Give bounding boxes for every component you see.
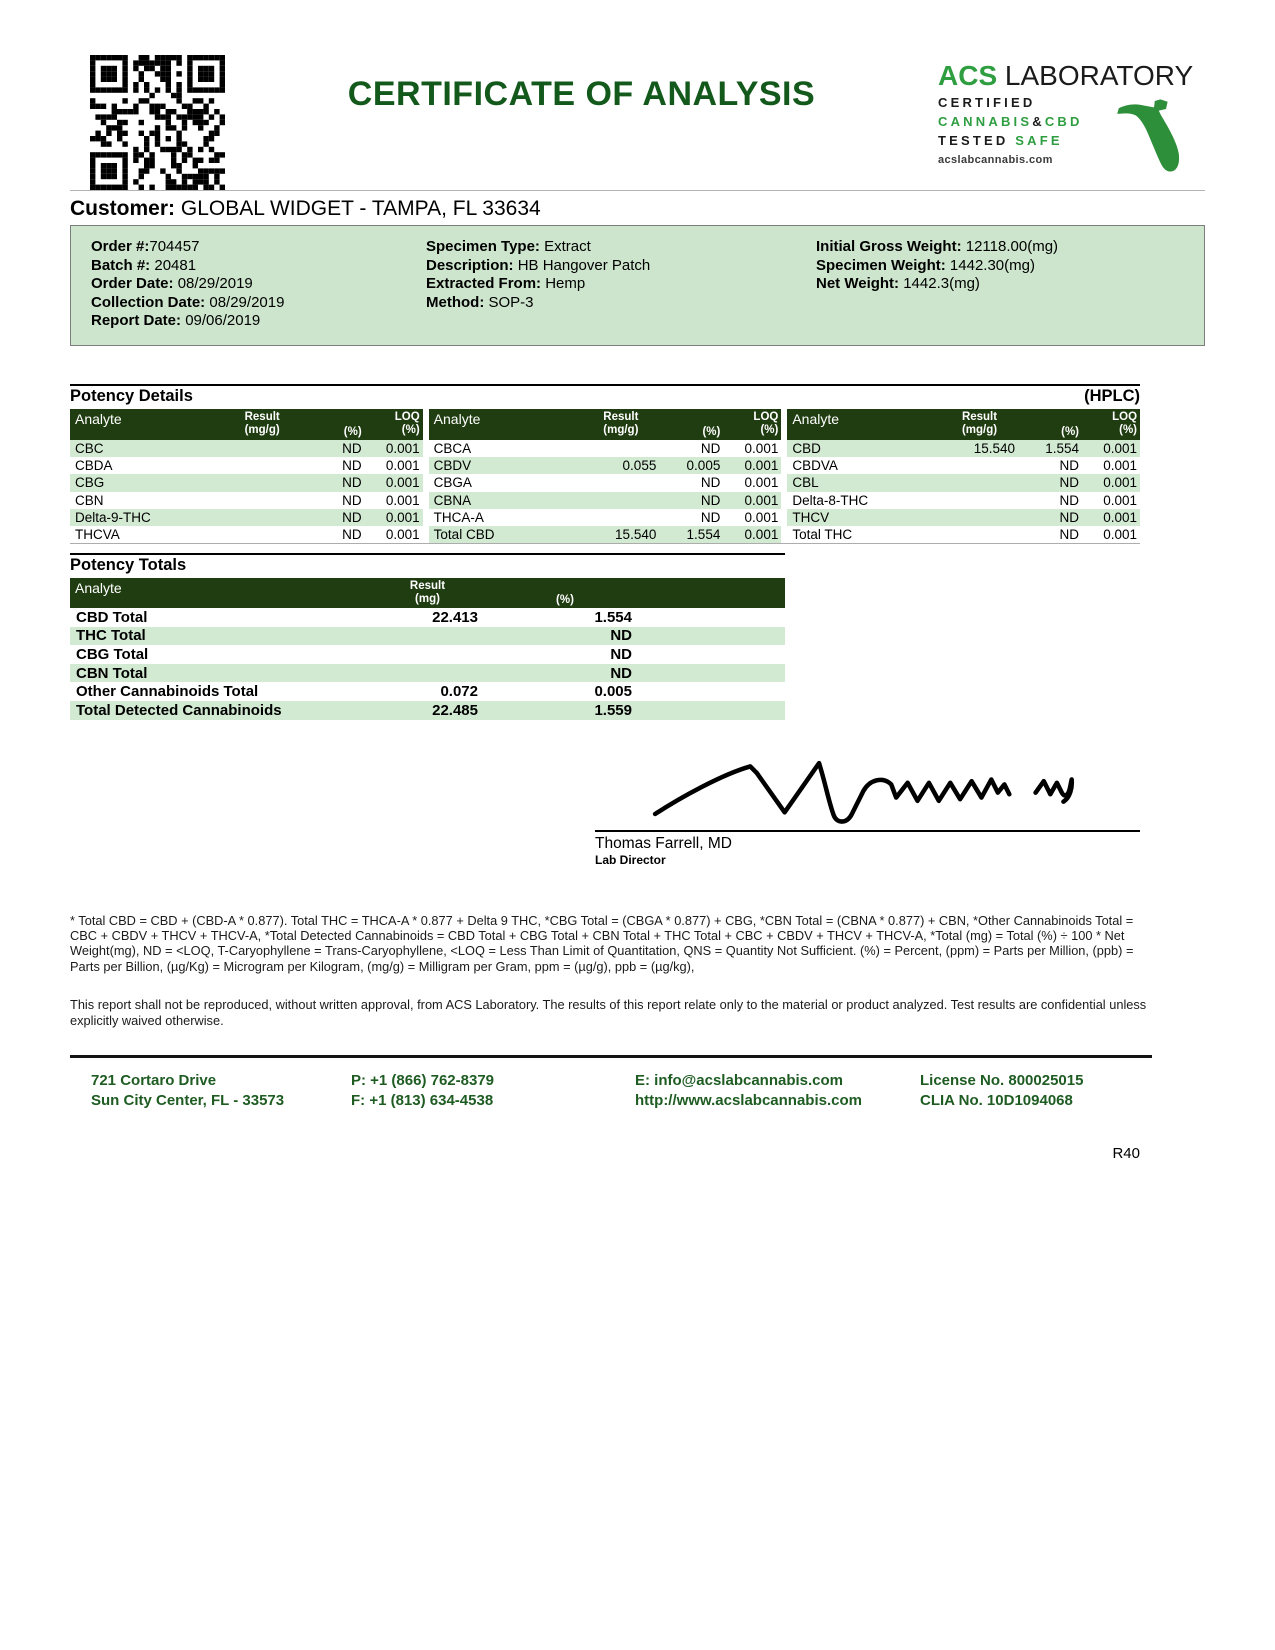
cell-pct: ND [610,646,632,664]
cell-loq: 0.001 [744,492,779,508]
signer-title: Lab Director [595,852,666,867]
result-label: Result [409,580,446,593]
potency-totals-section [70,553,785,720]
totals-row [70,608,785,627]
cell-loq: 0.001 [385,509,420,525]
cell-analyte: CBC [75,441,104,457]
loq-unit: (%) [1119,423,1138,436]
cell-loq: 0.001 [1103,509,1138,525]
info-label: Order #: [91,238,150,255]
cell-analyte: Total CBD [433,527,495,542]
info-value: 12118.00(mg) [965,238,1059,255]
info-label: Initial Gross Weight: [816,238,966,255]
info-label: Report Date: [91,312,186,330]
cell-analyte: CBL [792,475,819,491]
info-value: 704457 [149,238,200,255]
info-label: Net Weight: [816,275,904,293]
analyte-table-1 [70,409,423,543]
table-row [429,509,782,526]
footnote-disclaimer: This report shall not be reproduced, without written approval, from ACS Laboratory. The results of this report relate only to the material or product analyzed. Test results are confidential unless explicitly waived otherwise. [70,997,1147,1028]
table-header [429,409,782,440]
column-header-loq [726,411,781,440]
column-header-result [932,411,1027,440]
cell-result: 15.540 [973,441,1016,457]
column-header-pct: (%) [702,425,721,438]
cell-analyte: THCA-A [433,509,484,525]
cell-pct: ND [1059,458,1080,474]
signature-block [595,750,1140,867]
info-label: Description: [426,256,518,274]
footnotes [70,913,1148,1028]
potency-details-heading: Potency Details [70,386,193,405]
info-field [91,238,426,257]
cell-result: 0.072 [440,683,478,701]
column-header-loq [1085,411,1140,440]
table-row [70,474,423,491]
result-label: Result [603,410,639,423]
analyte-table-2 [429,409,782,543]
footer-address [91,1071,351,1110]
cell-loq: 0.001 [744,509,779,525]
info-column [426,238,816,331]
footer-phone [351,1071,635,1110]
cell-pct: ND [1059,492,1080,508]
table-row [70,526,423,543]
loq-label: LOQ [753,410,779,423]
cell-pct: ND [342,475,362,491]
table-row [787,440,1140,457]
cell-analyte: CBDA [75,458,113,474]
cell-pct: ND [1059,509,1080,525]
table-row [787,474,1140,491]
cell-result: 22.413 [432,608,478,626]
cell-pct: ND [700,441,721,457]
table-header [70,409,423,440]
logo-cannabis-text: CANNABIS [938,114,1033,129]
table-header [787,409,1140,440]
info-label: Specimen Type: [426,238,545,255]
potency-details-tables [70,409,1140,544]
info-field [816,275,1184,294]
loq-label: LOQ [1112,410,1138,423]
column-header-result [215,411,310,440]
acs-laboratory-logo [938,55,1194,166]
column-header-pct: (%) [1061,425,1080,438]
cell-pct: ND [342,441,362,457]
logo-safe-text: SAFE [1015,133,1063,148]
result-unit: (mg) [415,593,440,606]
logo-website: acslabcannabis.com [938,154,1053,166]
column-header-analyte: Analyte [433,410,481,427]
cell-result: 15.540 [615,527,657,542]
table-row [429,440,782,457]
footnote-definitions: * Total CBD = CBD + (CBD-A * 0.877). Total THC = THCA-A * 0.877 + Delta 9 THC, *CBG Total = (CBGA * 0.877) + CBG, *CBN Total = (CBNA * 0.877) + CBN, *Other Cannabinoids Total = CBC + CBDV + THCV + THCV-A, *Total Detected Cannabinoids = CBD Total + CBG Total + CBN Total + THC Total + CBC + CBDV + THCV + THCV-A, *Total (mg) = Total (%) ÷ 100 * Net Weight(mg), ND = <LOQ, T-Caryophyllene = Trans-Caryophyllene, <LOQ = Less Than Limit of Quantitation, QNS = Quantity Not Sufficient. (%) = Percent, (ppm) = Parts per Million, (ppb) = Parts per Billion, (µg/Kg) = Microgram per Kilogram, (mg/g) = Milligram per Gram, ppm = (µg/g), ppb = (µg/kg), [70,912,1134,974]
cell-analyte: CBCA [433,441,472,457]
document-body [0,191,1275,1110]
info-label: Collection Date: [91,293,210,311]
cell-analyte: Other Cannabinoids Total [76,683,259,701]
cell-loq: 0.001 [385,492,420,508]
cell-pct: ND [610,664,632,682]
customer-line [70,191,1205,225]
cell-pct: ND [1059,475,1080,491]
table-row [429,492,782,509]
info-value: 08/29/2019 [209,293,285,311]
info-value: 09/06/2019 [185,312,261,330]
logo-cbd-text: CBD [1044,114,1083,129]
cell-pct: ND [342,492,362,508]
potency-totals-heading: Potency Totals [70,556,187,575]
cell-pct: ND [342,527,362,542]
totals-row [70,627,785,646]
table-row [429,457,782,474]
info-field [426,275,816,294]
footer [70,1071,1205,1110]
website-url: http://www.acslabcannabis.com [635,1091,862,1109]
method-tag: (HPLC) [1084,386,1140,405]
cell-analyte: CBD [792,441,821,457]
potency-details-section [70,384,1140,544]
column-header-pct: (%) [556,594,574,607]
cell-pct: ND [1059,527,1080,542]
cell-pct: 1.554 [594,608,632,626]
cell-pct: ND [342,458,362,474]
cell-pct: 1.554 [686,527,721,542]
info-column [816,238,1184,331]
potency-totals-heading-row [70,553,785,578]
column-header-spacer [660,580,785,608]
cell-analyte: CBN [75,492,104,508]
column-header-pct: (%) [343,425,362,438]
column-header-analyte: Analyte [75,410,122,427]
info-label: Specimen Weight: [816,256,950,274]
table-row [787,457,1140,474]
florida-map-icon [1114,91,1194,183]
table-row [787,509,1140,526]
logo-acs-text: ACS [938,60,998,91]
cell-analyte: CBDV [433,458,472,474]
footer-license [920,1071,1205,1110]
table-row [429,526,782,543]
cell-analyte: Total Detected Cannabinoids [76,701,282,719]
info-field [91,275,426,294]
cell-analyte: Delta-8-THC [792,492,869,508]
signature-line [595,830,1140,832]
cell-loq: 0.001 [744,475,779,491]
result-unit: (mg/g) [603,423,639,436]
cell-loq: 0.001 [1103,458,1138,474]
cell-analyte: Delta-9-THC [75,509,151,525]
phone-number: P: +1 (866) 762-8379 [351,1072,495,1090]
totals-table-header [70,578,785,608]
cell-loq: 0.001 [385,441,420,457]
table-row [70,509,423,526]
table-row [787,526,1140,543]
cell-pct: 1.559 [594,701,632,719]
info-field [816,238,1184,257]
page-title: CERTIFICATE OF ANALYSIS [347,75,816,113]
cell-pct: ND [700,509,721,525]
loq-label: LOQ [394,410,420,423]
cell-loq: 0.001 [744,441,779,457]
totals-row [70,682,785,701]
logo-ampersand: & [1032,114,1045,129]
column-header-analyte: Analyte [75,580,122,597]
signer-name: Thomas Farrell, MD [595,834,732,852]
customer-label: Customer: [70,197,176,220]
info-label: Batch #: [91,256,155,274]
cell-loq: 0.001 [744,458,779,474]
cell-pct: ND [342,509,362,525]
cell-result: 0.055 [622,458,657,474]
cell-loq: 0.001 [1103,475,1138,491]
footer-contact [635,1071,920,1110]
cell-pct: 1.554 [1045,441,1080,457]
cell-loq: 0.001 [385,475,420,491]
cell-result: 22.485 [432,701,478,719]
cell-loq: 0.001 [744,527,779,542]
info-field [91,294,426,313]
specimen-info-box [70,225,1205,346]
table-row [429,474,782,491]
result-label: Result [961,410,998,423]
cell-analyte: THC Total [76,627,146,645]
info-label: Extracted From: [426,275,546,293]
info-column [91,238,426,331]
info-value: Hemp [545,275,586,293]
cell-pct: ND [610,627,632,645]
column-header-result [573,411,668,440]
cell-analyte: THCVA [75,527,120,542]
totals-row [70,701,785,720]
cell-loq: 0.001 [385,458,420,474]
info-value: HB Hangover Patch [517,256,651,274]
info-value: 1442.30(mg) [949,256,1035,274]
cell-analyte: THCV [792,509,830,525]
table-row [70,457,423,474]
cell-analyte: CBDVA [792,458,838,474]
info-label: Order Date: [91,275,178,293]
logo-tested-text: TESTED [938,133,1009,148]
info-field [426,238,816,257]
info-field [426,294,816,313]
revision-code: R40 [1112,1145,1140,1162]
cell-loq: 0.001 [1103,527,1138,542]
table-body [429,440,782,543]
info-value: Extract [544,238,591,255]
cell-analyte: CBNA [433,492,472,508]
logo-laboratory-text: LABORATORY [1004,60,1194,91]
cell-loq: 0.001 [1103,441,1138,457]
cell-analyte: Total THC [792,527,853,542]
info-value: SOP-3 [488,293,534,311]
logo-wordmark [938,60,1194,91]
license-number: License No. 800025015 [920,1072,1084,1090]
address-line2: Sun City Center, FL - 33573 [91,1091,285,1109]
header [0,0,1275,190]
totals-table-body [70,608,785,720]
table-row [787,492,1140,509]
cell-analyte: CBG Total [76,646,149,664]
info-value: 1442.3(mg) [903,275,980,293]
loq-unit: (%) [401,423,420,436]
totals-row [70,664,785,683]
info-field [91,257,426,276]
cell-pct: ND [700,475,721,491]
info-field [426,257,816,276]
loq-unit: (%) [760,423,779,436]
cell-analyte: CBN Total [76,664,148,682]
table-body [70,440,423,543]
column-header-result [345,580,510,608]
result-unit: (mg/g) [244,423,280,436]
info-value: 20481 [154,256,197,274]
qr-code [90,55,225,190]
logo-certified-line: CERTIFIED [938,95,1036,110]
info-label: Method: [426,293,489,311]
table-body [787,440,1140,543]
email-address: E: info@acslabcannabis.com [635,1072,844,1090]
column-header-loq [368,411,423,440]
info-value: 08/29/2019 [177,275,253,293]
cell-loq: 0.001 [385,527,420,542]
address-line1: 721 Cortaro Drive [91,1072,217,1090]
cell-analyte: CBG [75,475,105,491]
info-field [91,312,426,331]
column-header-analyte: Analyte [792,410,840,427]
customer-value: GLOBAL WIDGET - TAMPA, FL 33634 [180,197,541,220]
cell-pct: 0.005 [594,683,632,701]
clia-number: CLIA No. 10D1094068 [920,1091,1073,1109]
footer-divider [70,1055,1152,1058]
totals-row [70,645,785,664]
cell-loq: 0.001 [1103,492,1138,508]
cell-analyte: CBGA [433,475,472,491]
table-row [70,440,423,457]
analyte-table-3 [787,409,1140,543]
result-unit: (mg/g) [961,423,998,436]
signature-image [595,750,1135,832]
result-label: Result [244,410,280,423]
info-field [816,257,1184,276]
fax-number: F: +1 (813) 634-4538 [351,1091,494,1109]
cell-analyte: CBD Total [76,608,148,626]
table-row [70,492,423,509]
potency-details-heading-row [70,384,1140,409]
cell-pct: ND [700,492,721,508]
cell-pct: 0.005 [686,458,721,474]
